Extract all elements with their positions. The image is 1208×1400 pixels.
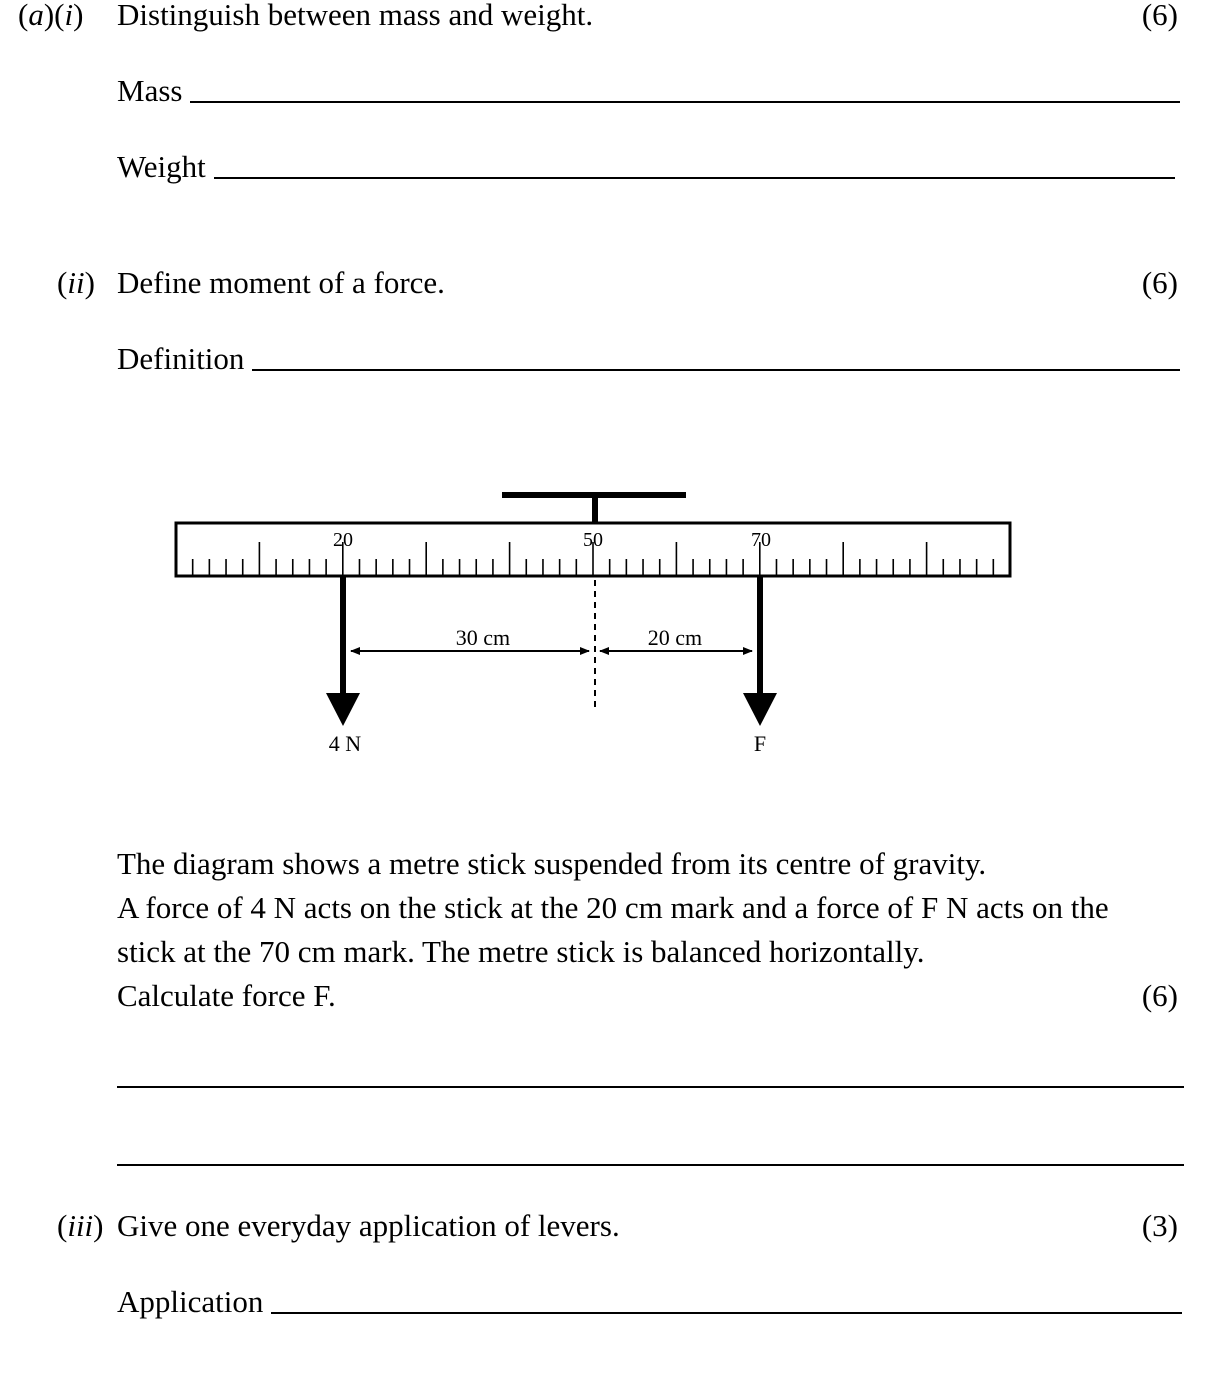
application-answer-line[interactable] <box>271 1312 1182 1314</box>
calc-answer-line-2[interactable] <box>117 1164 1184 1166</box>
scale-label-70: 70 <box>751 529 771 551</box>
calc-line-1: The diagram shows a metre stick suspended from its centre of gravity. <box>117 846 987 881</box>
calc-line-2: A force of 4 N acts on the stick at the 20 cm mark and a force of F N acts on the <box>117 890 1109 925</box>
application-answer-row[interactable] <box>117 1284 1182 1320</box>
force-label-right: F <box>753 731 767 756</box>
calc-line-3: stick at the 70 cm mark. The metre stick is balanced horizontally. <box>117 934 925 969</box>
scale-label-20: 20 <box>333 529 353 551</box>
weight-label: Weight <box>117 149 206 184</box>
calc-line-4: Calculate force F. <box>117 978 336 1013</box>
calculation-question <box>117 842 1187 1018</box>
distance-label-right: 20 cm <box>647 625 703 650</box>
question-text-iii: Give one everyday application of levers. <box>117 1208 620 1243</box>
question-text-a-i: Distinguish between mass and weight. <box>117 0 594 32</box>
question-number-iii: (iii) <box>57 1208 104 1243</box>
marks-iii: (3) <box>1141 1208 1178 1243</box>
marks-calc: (6) <box>1141 978 1178 1013</box>
question-number-a-i: (a)(i) <box>18 0 84 32</box>
distance-label-left: 30 cm <box>455 625 511 650</box>
marks-ii: (6) <box>1141 265 1178 300</box>
question-number-ii: (ii) <box>57 265 95 300</box>
force-label-left: 4 N <box>328 731 362 756</box>
scale-label-50: 50 <box>583 529 603 551</box>
mass-label: Mass <box>117 73 183 108</box>
application-label: Application <box>117 1284 264 1319</box>
question-text-ii: Define moment of a force. <box>117 265 445 300</box>
force-arrow-left-head <box>326 693 360 726</box>
calc-answer-line-1[interactable] <box>117 1086 1184 1088</box>
force-arrow-right-head <box>743 693 777 726</box>
definition-label: Definition <box>117 341 245 376</box>
marks-a-i: (6) <box>1141 0 1178 32</box>
